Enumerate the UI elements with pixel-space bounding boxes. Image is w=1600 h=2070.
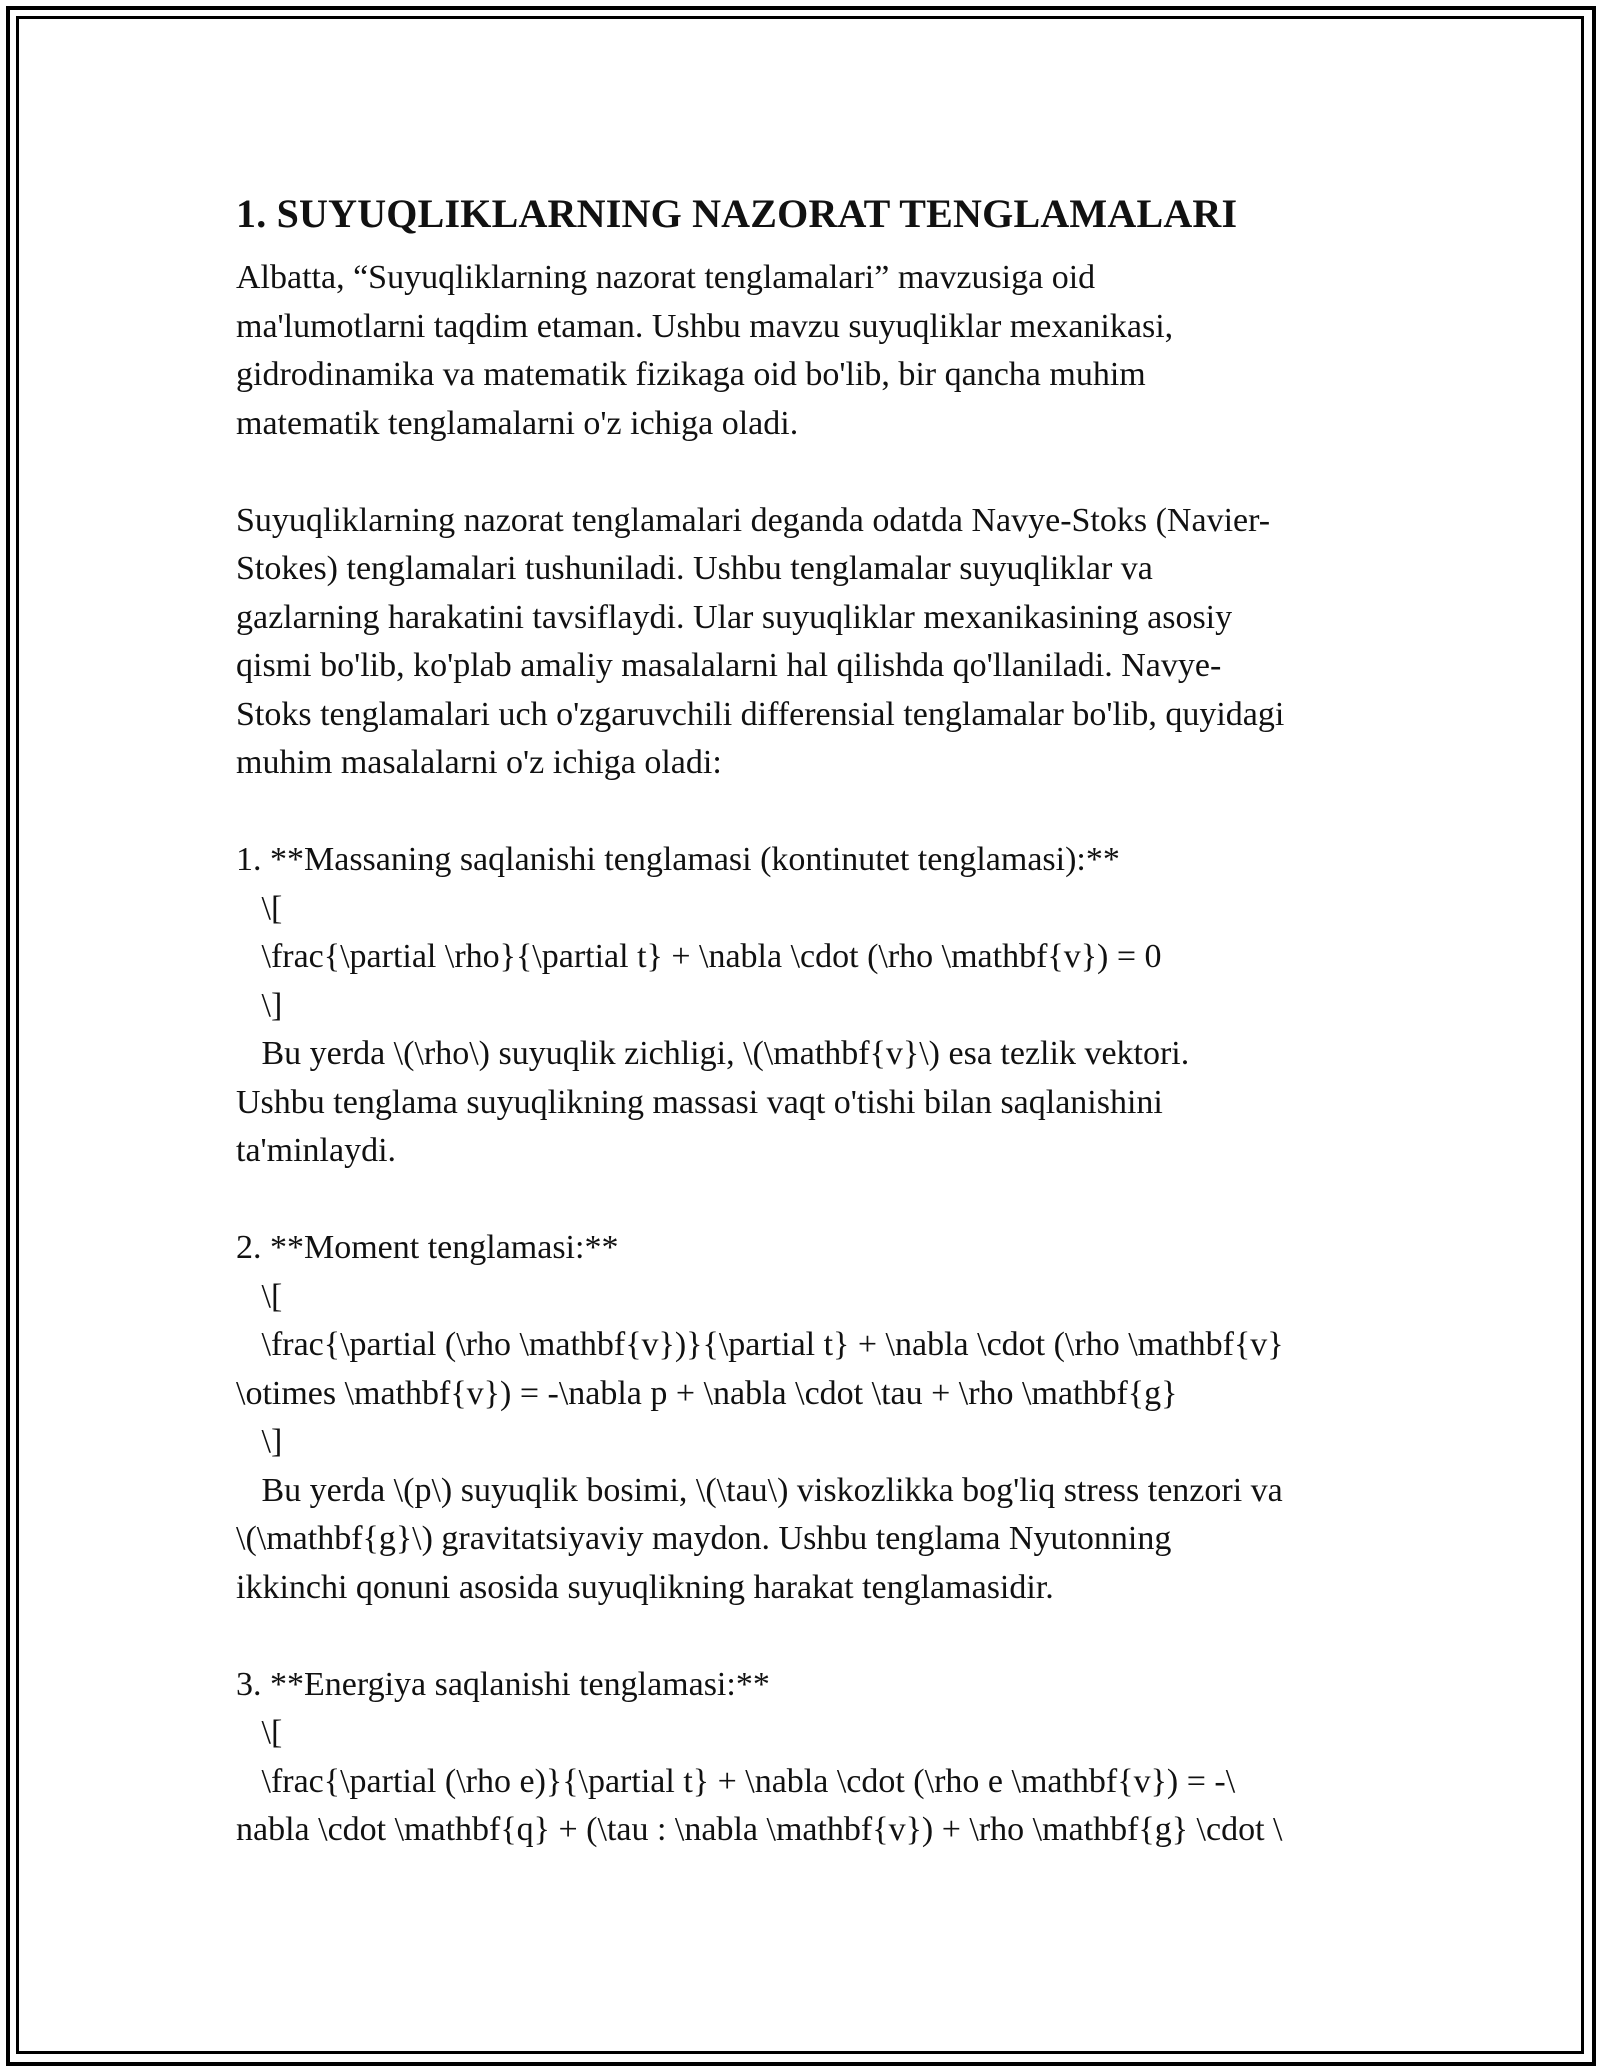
text-line: Stokes) tenglamalari tushuniladi. Ushbu tenglamalar suyuqliklar va xyxy=(236,550,1153,587)
document-page xyxy=(236,188,1376,1855)
equation-line: \] xyxy=(236,986,283,1024)
text-line: matematik tenglamalarni o'z ichiga oladi. xyxy=(236,404,799,442)
equation-line: \[ xyxy=(236,889,283,927)
equation-line: \otimes \mathbf{v}) = -\nabla p + \nabla \cdot \tau + \rho \mathbf{g} xyxy=(236,1374,1178,1412)
text-line: gidrodinamika va matematik fizikaga oid bo'lib, bir qancha muhim xyxy=(236,356,1146,393)
equation-line: \] xyxy=(236,1423,283,1460)
equation-line: \[ xyxy=(236,1277,283,1315)
text-line: Suyuqliklarning nazorat tenglamalari deganda odatda Navye-Stoks (Navier- xyxy=(236,501,1271,539)
equation-line: \frac{\partial \rho}{\partial t} + \nabla \cdot (\rho \mathbf{v}) = 0 xyxy=(236,938,1162,975)
paragraph-gap xyxy=(236,1176,1376,1225)
text-line: gazlarning harakatini tavsiflaydi. Ular suyuqliklar mexanikasining asosiy xyxy=(236,598,1233,636)
paragraph-gap xyxy=(236,448,1376,497)
list-item-energy xyxy=(236,1661,1376,1855)
list-item-title: 3. **Energiya saqlanishi tenglamasi:** xyxy=(236,1665,770,1703)
text-line: Bu yerda \(p\) suyuqlik bosimi, \(\tau\) viskozlikka bog'liq stress tenzori va xyxy=(236,1471,1283,1509)
list-item-mass-conservation xyxy=(236,836,1376,1176)
text-line: ta'minlaydi. xyxy=(236,1132,397,1169)
text-line: ma'lumotlarni taqdim etaman. Ushbu mavzu suyuqliklar mexanikasi, xyxy=(236,307,1174,345)
list-item-momentum xyxy=(236,1224,1376,1612)
text-line: Albatta, “Suyuqliklarning nazorat tenglamalari” mavzusiga oid xyxy=(236,259,1096,296)
list-item-title: 2. **Moment tenglamasi:** xyxy=(236,1229,619,1266)
list-item-title: 1. **Massaning saqlanishi tenglamasi (kontinutet tenglamasi):** xyxy=(236,841,1120,878)
navier-stokes-paragraph xyxy=(236,497,1376,788)
intro-paragraph xyxy=(236,254,1376,448)
text-line: muhim masalalarni o'z ichiga oladi: xyxy=(236,744,722,781)
equation-line: \[ xyxy=(236,1714,283,1751)
section-heading: 1. SUYUQLIKLARNING NAZORAT TENGLAMALARI xyxy=(236,191,1238,236)
text-line: Stoks tenglamalari uch o'zgaruvchili differensial tenglamalar bo'lib, quyidagi xyxy=(236,695,1285,733)
equation-line: \frac{\partial (\rho e)}{\partial t} + \nabla \cdot (\rho e \mathbf{v}) = -\ xyxy=(236,1762,1236,1800)
paragraph-gap xyxy=(236,788,1376,837)
text-line: Bu yerda \(\rho\) suyuqlik zichligi, \(\mathbf{v}\) esa tezlik vektori. xyxy=(236,1035,1190,1072)
text-line: ikkinchi qonuni asosida suyuqlikning harakat tenglamasidir. xyxy=(236,1568,1054,1606)
paragraph-gap xyxy=(236,1612,1376,1661)
text-line: \(\mathbf{g}\) gravitatsiyaviy maydon. Ushbu tenglama Nyutonning xyxy=(236,1520,1172,1557)
text-line: Ushbu tenglama suyuqlikning massasi vaqt o'tishi bilan saqlanishini xyxy=(236,1083,1163,1121)
equation-line: \frac{\partial (\rho \mathbf{v})}{\partial t} + \nabla \cdot (\rho \mathbf{v} xyxy=(236,1326,1284,1363)
text-line: qismi bo'lib, ko'plab amaliy masalalarni hal qilishda qo'llaniladi. Navye- xyxy=(236,647,1222,684)
equation-line: nabla \cdot \mathbf{q} + (\tau : \nabla \mathbf{v}) + \rho \mathbf{g} \cdot \ xyxy=(236,1811,1283,1848)
